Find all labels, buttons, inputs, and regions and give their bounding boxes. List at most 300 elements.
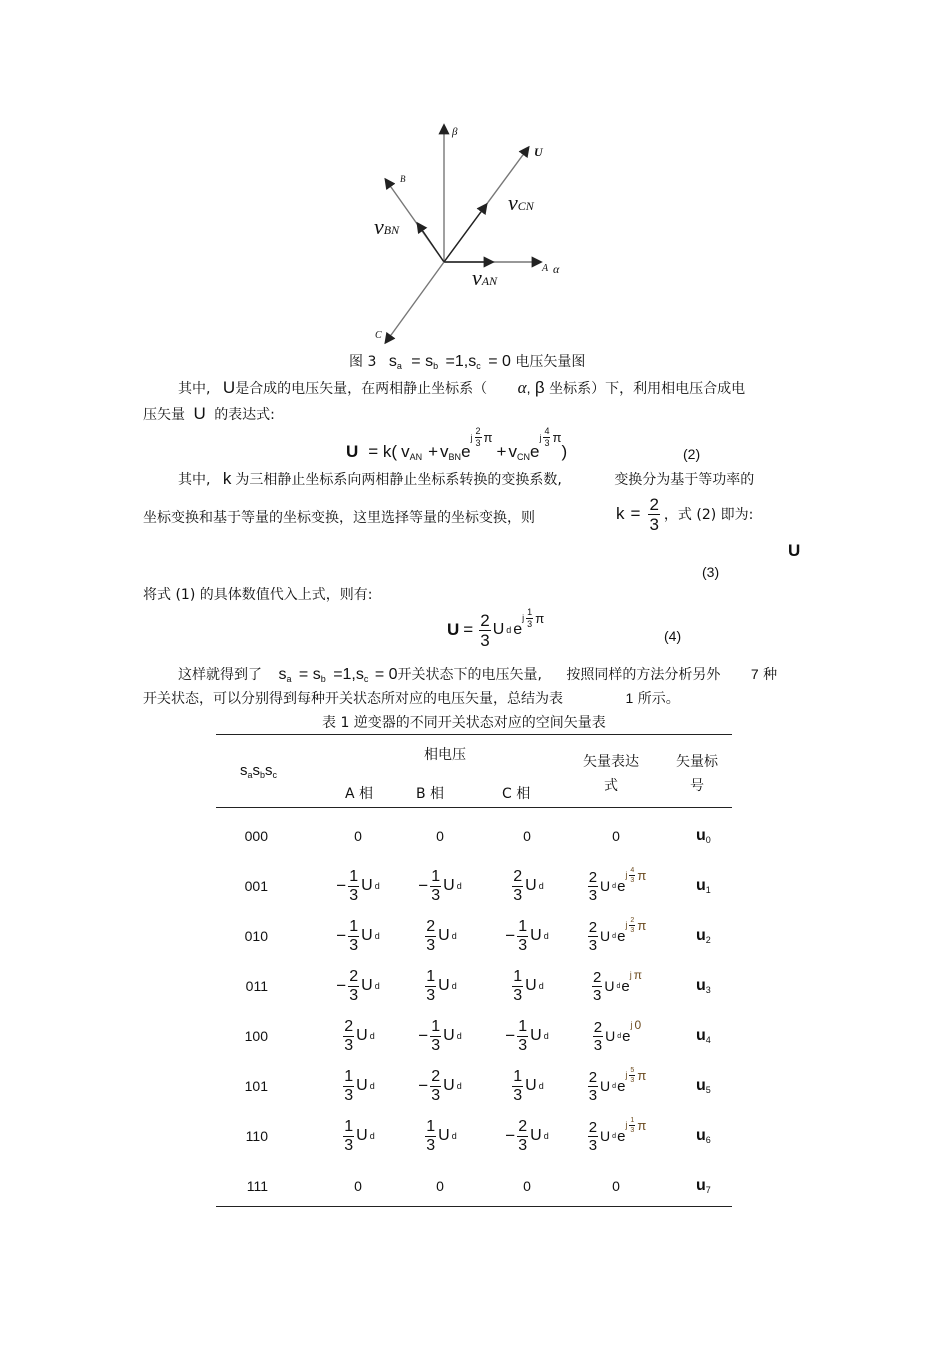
fraction bbox=[512, 1069, 523, 1104]
exp-base: e bbox=[617, 877, 626, 895]
equation-4-number: (4) bbox=[664, 628, 682, 644]
fraction-numerator: 2 bbox=[431, 1067, 441, 1085]
minus-sign: − bbox=[418, 876, 429, 895]
ud-symbol: U bbox=[525, 977, 537, 994]
fraction-numerator: 4 bbox=[630, 866, 635, 874]
vector-label-u: u bbox=[696, 1127, 706, 1144]
vector-expression: 0 bbox=[612, 1178, 620, 1194]
table-cell bbox=[662, 1061, 732, 1111]
table-cell bbox=[484, 1111, 570, 1161]
c-axis bbox=[386, 262, 444, 342]
fraction bbox=[343, 1019, 354, 1054]
ud-subscript: d bbox=[451, 1131, 457, 1141]
table-cell bbox=[570, 811, 662, 861]
fraction-numerator: 2 bbox=[630, 916, 635, 924]
fraction bbox=[343, 1069, 354, 1104]
fraction-numerator: 1 bbox=[426, 1117, 436, 1135]
ud-symbol: U bbox=[361, 927, 373, 944]
paragraph-4-line-2: 开关状态，可以分别得到每种开关状态所对应的电压矢量，总结为表 1 所示。 bbox=[143, 690, 680, 707]
ud-subscript: d bbox=[369, 1081, 375, 1091]
switch-state: 100 bbox=[244, 1028, 268, 1044]
phase-voltage-value bbox=[423, 969, 456, 1004]
alpha-label: α bbox=[553, 262, 560, 276]
minus-sign: − bbox=[336, 926, 347, 945]
vector-label bbox=[696, 1027, 711, 1045]
ud-symbol: U bbox=[443, 1077, 455, 1094]
ud-symbol: U bbox=[600, 1128, 611, 1144]
phase-b-value: 0 bbox=[436, 828, 444, 844]
fraction-denominator: 3 bbox=[349, 886, 359, 904]
fraction-denominator: 3 bbox=[344, 1136, 354, 1154]
fraction bbox=[348, 919, 359, 954]
table-cell bbox=[662, 861, 732, 911]
fraction bbox=[348, 869, 359, 904]
minus-sign: − bbox=[505, 1126, 516, 1145]
header-phase-c: C 相 bbox=[502, 786, 531, 802]
paragraph-2-line-1: 其中, k 为三相静止坐标系向两相静止坐标系转换的变换系数, 变换分为基于等功率的 bbox=[178, 469, 755, 488]
vector-label-u: u bbox=[696, 1027, 706, 1044]
header-vector-expression: 矢量表达 式 bbox=[583, 754, 639, 794]
fraction-numerator: 1 bbox=[518, 1017, 528, 1035]
fraction bbox=[629, 1117, 635, 1134]
vector-label-u: u bbox=[696, 1077, 706, 1094]
table-cell bbox=[216, 1111, 320, 1161]
vector-label bbox=[696, 1127, 711, 1145]
exponent bbox=[625, 1067, 646, 1084]
ud-symbol: U bbox=[438, 977, 450, 994]
phase-voltage-value bbox=[510, 869, 543, 904]
fraction-denominator: 3 bbox=[513, 1086, 523, 1104]
table-cell bbox=[396, 861, 484, 911]
exp-base: e bbox=[621, 977, 630, 995]
k-definition: k = $\frac{2}{3}$ ，式 (2) 即为: bbox=[616, 494, 754, 534]
fraction-numerator: 1 bbox=[349, 867, 359, 885]
minus-sign: − bbox=[336, 876, 347, 895]
fraction-numerator: 2 bbox=[593, 1018, 603, 1036]
table-cell bbox=[320, 911, 396, 961]
fraction-denominator: 3 bbox=[588, 936, 598, 954]
minus-sign: − bbox=[505, 926, 516, 945]
exponent bbox=[625, 1117, 646, 1134]
fraction bbox=[512, 869, 523, 904]
ud-subscript: d bbox=[612, 1082, 617, 1090]
vector-expression bbox=[591, 1020, 641, 1053]
ud-subscript: d bbox=[369, 1131, 375, 1141]
exponent bbox=[631, 1018, 642, 1032]
table-cell bbox=[216, 861, 320, 911]
vector-label-subscript: 2 bbox=[705, 935, 711, 945]
table-cell bbox=[570, 1011, 662, 1061]
phase-voltage-value bbox=[505, 1119, 548, 1154]
table-cell bbox=[396, 961, 484, 1011]
table-cell bbox=[216, 961, 320, 1011]
fraction-numerator: 1 bbox=[518, 917, 528, 935]
table-cell bbox=[570, 961, 662, 1011]
fraction-numerator: 1 bbox=[431, 1017, 441, 1035]
vector-expression: 0 bbox=[612, 828, 620, 844]
ud-symbol: U bbox=[438, 927, 450, 944]
vector-label bbox=[696, 927, 711, 945]
table-cell bbox=[320, 961, 396, 1011]
switch-state: 010 bbox=[244, 928, 268, 944]
ud-symbol: U bbox=[530, 927, 542, 944]
phase-voltage-value bbox=[418, 869, 461, 904]
table-cell bbox=[484, 961, 570, 1011]
phase-voltage-value bbox=[423, 919, 456, 954]
phase-voltage-value bbox=[505, 919, 548, 954]
vector-expression bbox=[586, 1066, 647, 1104]
exp-j: j bbox=[630, 1020, 633, 1030]
fraction bbox=[629, 1067, 635, 1084]
exp-pi: π bbox=[637, 1067, 647, 1083]
ud-symbol: U bbox=[600, 1078, 611, 1094]
fraction-denominator: 3 bbox=[349, 936, 359, 954]
table-cell bbox=[484, 1161, 570, 1211]
paragraph-1-line-2: 压矢量 U 的表达式: bbox=[143, 404, 275, 423]
fraction-numerator: 1 bbox=[513, 1067, 523, 1085]
table-cell bbox=[662, 1111, 732, 1161]
exp-pi: π bbox=[637, 1117, 647, 1133]
b-label: B bbox=[400, 174, 406, 184]
fraction bbox=[588, 870, 598, 903]
fraction-denominator: 3 bbox=[593, 986, 602, 1004]
table-cell bbox=[570, 911, 662, 961]
ud-subscript: d bbox=[538, 1081, 544, 1091]
fraction-denominator: 3 bbox=[518, 1136, 528, 1154]
ud-subscript: d bbox=[543, 1031, 549, 1041]
fraction-numerator: 1 bbox=[349, 917, 359, 935]
paragraph-4-line-1: 这样就得到了 $s_a = s_b =1,s_c = 0$开关状态下的电压矢量, 按照同样的方法分析另外 7 种 bbox=[178, 666, 778, 684]
fraction bbox=[425, 969, 436, 1004]
fraction bbox=[512, 969, 523, 1004]
vector-label-u: u bbox=[696, 927, 706, 944]
equation-2-number: (2) bbox=[683, 446, 701, 462]
table-caption: 表 1 逆变器的不同开关状态对应的空间矢量表 bbox=[322, 715, 606, 731]
fraction-denominator: 3 bbox=[426, 986, 436, 1004]
phase-voltage-value bbox=[341, 1019, 374, 1054]
table-cell bbox=[216, 811, 320, 861]
fraction-numerator: 1 bbox=[513, 967, 523, 985]
fraction bbox=[593, 1020, 603, 1053]
table-cell bbox=[570, 861, 662, 911]
vector-label-u: u bbox=[696, 1177, 706, 1194]
switch-state: 111 bbox=[246, 1178, 268, 1194]
ud-symbol: U bbox=[600, 928, 611, 944]
fraction bbox=[425, 1119, 436, 1154]
switch-state: 110 bbox=[245, 1128, 268, 1144]
ud-symbol: U bbox=[525, 1077, 537, 1094]
ud-symbol: U bbox=[438, 1127, 450, 1144]
beta-label: β bbox=[452, 126, 458, 138]
exp-j: j bbox=[625, 1070, 628, 1080]
fraction-denominator: 3 bbox=[518, 1036, 528, 1054]
ud-symbol: U bbox=[356, 1127, 368, 1144]
phase-voltage-value bbox=[336, 869, 379, 904]
fraction-numerator: 2 bbox=[588, 1068, 598, 1086]
ud-subscript: d bbox=[616, 982, 621, 990]
table-cell bbox=[662, 911, 732, 961]
table-cell bbox=[396, 1011, 484, 1061]
table-cell bbox=[396, 1161, 484, 1211]
table-cell bbox=[320, 1061, 396, 1111]
fraction-numerator: 1 bbox=[426, 967, 436, 985]
vector-label-subscript: 0 bbox=[705, 835, 711, 845]
table-cell bbox=[484, 1061, 570, 1111]
ud-subscript: d bbox=[456, 1081, 462, 1091]
phase-voltage-value bbox=[341, 1119, 374, 1154]
table-cell bbox=[320, 1161, 396, 1211]
v-cn-label: vCN bbox=[508, 190, 534, 215]
fraction bbox=[430, 1019, 441, 1054]
vector-label-u: u bbox=[696, 877, 706, 894]
equation-2: U = k( $v_{AN}$ + $v_{BN}$ e j $\frac{2}{3}$ π + $v_{CN}$ e j $\frac{4}{3}$ π ) bbox=[346, 426, 568, 462]
exp-value: 0 bbox=[634, 1018, 642, 1032]
ud-symbol: U bbox=[600, 878, 611, 894]
vector-label-u: u bbox=[696, 977, 706, 994]
minus-sign: − bbox=[418, 1076, 429, 1095]
vector-expression bbox=[586, 916, 647, 954]
fraction-denominator: 3 bbox=[426, 1136, 436, 1154]
fraction bbox=[430, 869, 441, 904]
header-phase-b: B 相 bbox=[416, 786, 445, 802]
fraction-denominator: 3 bbox=[513, 886, 523, 904]
fraction-numerator: 2 bbox=[513, 867, 523, 885]
figure-caption: 图 3 $s_a = s_b =1,s_c = 0$ 电压矢量图 bbox=[349, 353, 586, 371]
vector-label-subscript: 4 bbox=[705, 1035, 711, 1045]
ud-subscript: d bbox=[612, 882, 617, 890]
exp-base: e bbox=[617, 1127, 626, 1145]
fraction bbox=[430, 1069, 441, 1104]
minus-sign: − bbox=[505, 1026, 516, 1045]
exp-base: e bbox=[622, 1027, 631, 1045]
fraction-denominator: 3 bbox=[588, 1086, 598, 1104]
fraction-numerator: 2 bbox=[593, 968, 602, 986]
fraction bbox=[343, 1119, 354, 1154]
ud-subscript: d bbox=[612, 1132, 617, 1140]
ud-subscript: d bbox=[612, 932, 617, 940]
fraction-denominator: 3 bbox=[344, 1086, 354, 1104]
fraction bbox=[517, 1019, 528, 1054]
fraction bbox=[592, 970, 602, 1003]
equation-3-number: (3) bbox=[702, 564, 720, 580]
fraction-denominator: 3 bbox=[593, 1036, 603, 1054]
table-cell bbox=[484, 1011, 570, 1061]
vector-expression bbox=[586, 1116, 647, 1154]
v-cn-vector bbox=[444, 205, 486, 262]
table-cell bbox=[396, 1111, 484, 1161]
fraction-numerator: 1 bbox=[630, 1116, 635, 1124]
fraction-denominator: 3 bbox=[630, 926, 635, 934]
ud-symbol: U bbox=[530, 1027, 542, 1044]
paragraph-1-line-1: 其中, U是合成的电压矢量，在两相静止坐标系（ α, β 坐标系）下，利用相电压合成电 bbox=[178, 378, 746, 397]
exp-value: π bbox=[633, 968, 642, 982]
phase-voltage-value bbox=[336, 969, 379, 1004]
ud-symbol: U bbox=[361, 877, 373, 894]
vector-label bbox=[696, 977, 711, 995]
ud-subscript: d bbox=[543, 931, 549, 941]
fraction-numerator: 2 bbox=[588, 918, 598, 936]
table-top-rule bbox=[216, 734, 732, 735]
phase-b-value: 0 bbox=[436, 1178, 444, 1194]
table-cell bbox=[662, 1161, 732, 1211]
equation-3-lhs: U bbox=[788, 541, 801, 560]
phase-c-value: 0 bbox=[523, 828, 531, 844]
ud-subscript: d bbox=[374, 981, 380, 991]
table-cell bbox=[484, 811, 570, 861]
table-cell bbox=[216, 1161, 320, 1211]
ud-subscript: d bbox=[369, 1031, 375, 1041]
exp-pi: π bbox=[637, 917, 647, 933]
fraction bbox=[348, 969, 359, 1004]
phase-voltage-value bbox=[423, 1119, 456, 1154]
fraction-numerator: 2 bbox=[344, 1017, 354, 1035]
vector-label-subscript: 6 bbox=[705, 1135, 711, 1145]
table-cell bbox=[570, 1111, 662, 1161]
fraction-denominator: 3 bbox=[588, 1136, 598, 1154]
ud-subscript: d bbox=[456, 1031, 462, 1041]
v-bn-vector bbox=[418, 224, 444, 262]
phase-c-value: 0 bbox=[523, 1178, 531, 1194]
table-cell bbox=[396, 911, 484, 961]
ud-symbol: U bbox=[525, 877, 537, 894]
exp-base: e bbox=[617, 1077, 626, 1095]
fraction bbox=[588, 1070, 598, 1103]
table-cell bbox=[484, 911, 570, 961]
exponent bbox=[625, 867, 646, 884]
vector-expression bbox=[586, 866, 647, 904]
fraction-numerator: 1 bbox=[431, 867, 441, 885]
vector-label bbox=[696, 877, 711, 895]
fraction bbox=[425, 919, 436, 954]
ud-symbol: U bbox=[604, 978, 615, 994]
table-cell bbox=[662, 811, 732, 861]
switch-state: 001 bbox=[244, 878, 268, 894]
ud-symbol: U bbox=[356, 1077, 368, 1094]
table-cell bbox=[396, 1061, 484, 1111]
phase-voltage-value bbox=[505, 1019, 548, 1054]
table-cell bbox=[320, 861, 396, 911]
phase-voltage-value bbox=[418, 1069, 461, 1104]
fraction-denominator: 3 bbox=[630, 1126, 635, 1134]
vector-label-subscript: 1 bbox=[705, 885, 711, 895]
table-cell bbox=[216, 911, 320, 961]
ud-symbol: U bbox=[605, 1028, 616, 1044]
table-cell bbox=[484, 861, 570, 911]
header-phase-voltage: 相电压 bbox=[424, 747, 466, 763]
fraction-numerator: 2 bbox=[518, 1117, 528, 1135]
exp-j: j bbox=[625, 1120, 628, 1130]
switch-state: 000 bbox=[244, 828, 268, 844]
table-cell bbox=[216, 1061, 320, 1111]
ud-symbol: U bbox=[443, 877, 455, 894]
equation-4: U = $\frac{2}{3}$ U d e j $\frac{1}{3}$ π bbox=[447, 606, 545, 650]
minus-sign: − bbox=[336, 976, 347, 995]
v-an-label: vAN bbox=[472, 265, 498, 290]
vector-label bbox=[696, 1177, 711, 1195]
fraction-denominator: 3 bbox=[349, 986, 359, 1004]
fraction-denominator: 3 bbox=[630, 876, 635, 884]
ud-subscript: d bbox=[456, 881, 462, 891]
fraction-numerator: 2 bbox=[426, 917, 436, 935]
u-label: U bbox=[534, 145, 543, 159]
vector-expression bbox=[590, 970, 642, 1003]
fraction-numerator: 5 bbox=[630, 1066, 635, 1074]
fraction-denominator: 3 bbox=[588, 886, 598, 904]
table-cell bbox=[662, 961, 732, 1011]
c-label: C bbox=[375, 330, 382, 341]
fraction bbox=[588, 920, 598, 953]
exp-j: j bbox=[629, 970, 632, 980]
table-header-rule bbox=[216, 807, 732, 808]
ud-symbol: U bbox=[530, 1127, 542, 1144]
a-label: A bbox=[542, 263, 549, 274]
fraction-numerator: 1 bbox=[344, 1117, 354, 1135]
fraction-denominator: 3 bbox=[431, 1036, 441, 1054]
vector-label-subscript: 7 bbox=[705, 1185, 711, 1195]
fraction-denominator: 3 bbox=[431, 1086, 441, 1104]
phase-voltage-value bbox=[341, 1069, 374, 1104]
table-cell bbox=[320, 811, 396, 861]
fraction bbox=[629, 917, 635, 934]
vector-label bbox=[696, 1077, 711, 1095]
table-cell bbox=[570, 1161, 662, 1211]
fraction-denominator: 3 bbox=[630, 1076, 635, 1084]
table-cell bbox=[570, 1061, 662, 1111]
phase-voltage-value bbox=[510, 1069, 543, 1104]
fraction-denominator: 3 bbox=[518, 936, 528, 954]
vector-label-subscript: 3 bbox=[705, 985, 711, 995]
fraction bbox=[588, 1120, 598, 1153]
ud-subscript: d bbox=[374, 881, 380, 891]
exp-j: j bbox=[625, 920, 628, 930]
phase-a-value: 0 bbox=[354, 1178, 362, 1194]
fraction bbox=[517, 919, 528, 954]
switch-state: 011 bbox=[245, 978, 268, 994]
exp-base: e bbox=[617, 927, 626, 945]
phase-voltage-value bbox=[336, 919, 379, 954]
ud-symbol: U bbox=[356, 1027, 368, 1044]
ud-subscript: d bbox=[538, 881, 544, 891]
ud-subscript: d bbox=[543, 1131, 549, 1141]
fraction-denominator: 3 bbox=[513, 986, 523, 1004]
fraction-denominator: 3 bbox=[344, 1036, 354, 1054]
fraction-denominator: 3 bbox=[426, 936, 436, 954]
phase-voltage-value bbox=[510, 969, 543, 1004]
ud-subscript: d bbox=[451, 931, 457, 941]
ud-symbol: U bbox=[443, 1027, 455, 1044]
header-state: $s_as_bs_c$ bbox=[240, 762, 278, 780]
header-vector-label: 矢量标 号 bbox=[676, 754, 718, 794]
header-phase-a: A 相 bbox=[345, 786, 374, 802]
exponent bbox=[625, 917, 646, 934]
v-bn-label: vBN bbox=[374, 214, 400, 239]
minus-sign: − bbox=[418, 1026, 429, 1045]
exponent bbox=[630, 968, 642, 982]
paragraph-2-line-2: 坐标变换和基于等量的坐标变换，这里选择等量的坐标变换，则 bbox=[143, 510, 535, 526]
ud-subscript: d bbox=[451, 981, 457, 991]
exp-pi: π bbox=[637, 867, 647, 883]
table-cell bbox=[662, 1011, 732, 1061]
table-cell bbox=[320, 1111, 396, 1161]
switch-state: 101 bbox=[244, 1078, 268, 1094]
table-cell bbox=[216, 1011, 320, 1061]
fraction-numerator: 2 bbox=[349, 967, 359, 985]
table-cell bbox=[320, 1011, 396, 1061]
fraction bbox=[517, 1119, 528, 1154]
fraction-numerator: 2 bbox=[588, 1118, 598, 1136]
table-cell bbox=[396, 811, 484, 861]
exp-j: j bbox=[625, 870, 628, 880]
